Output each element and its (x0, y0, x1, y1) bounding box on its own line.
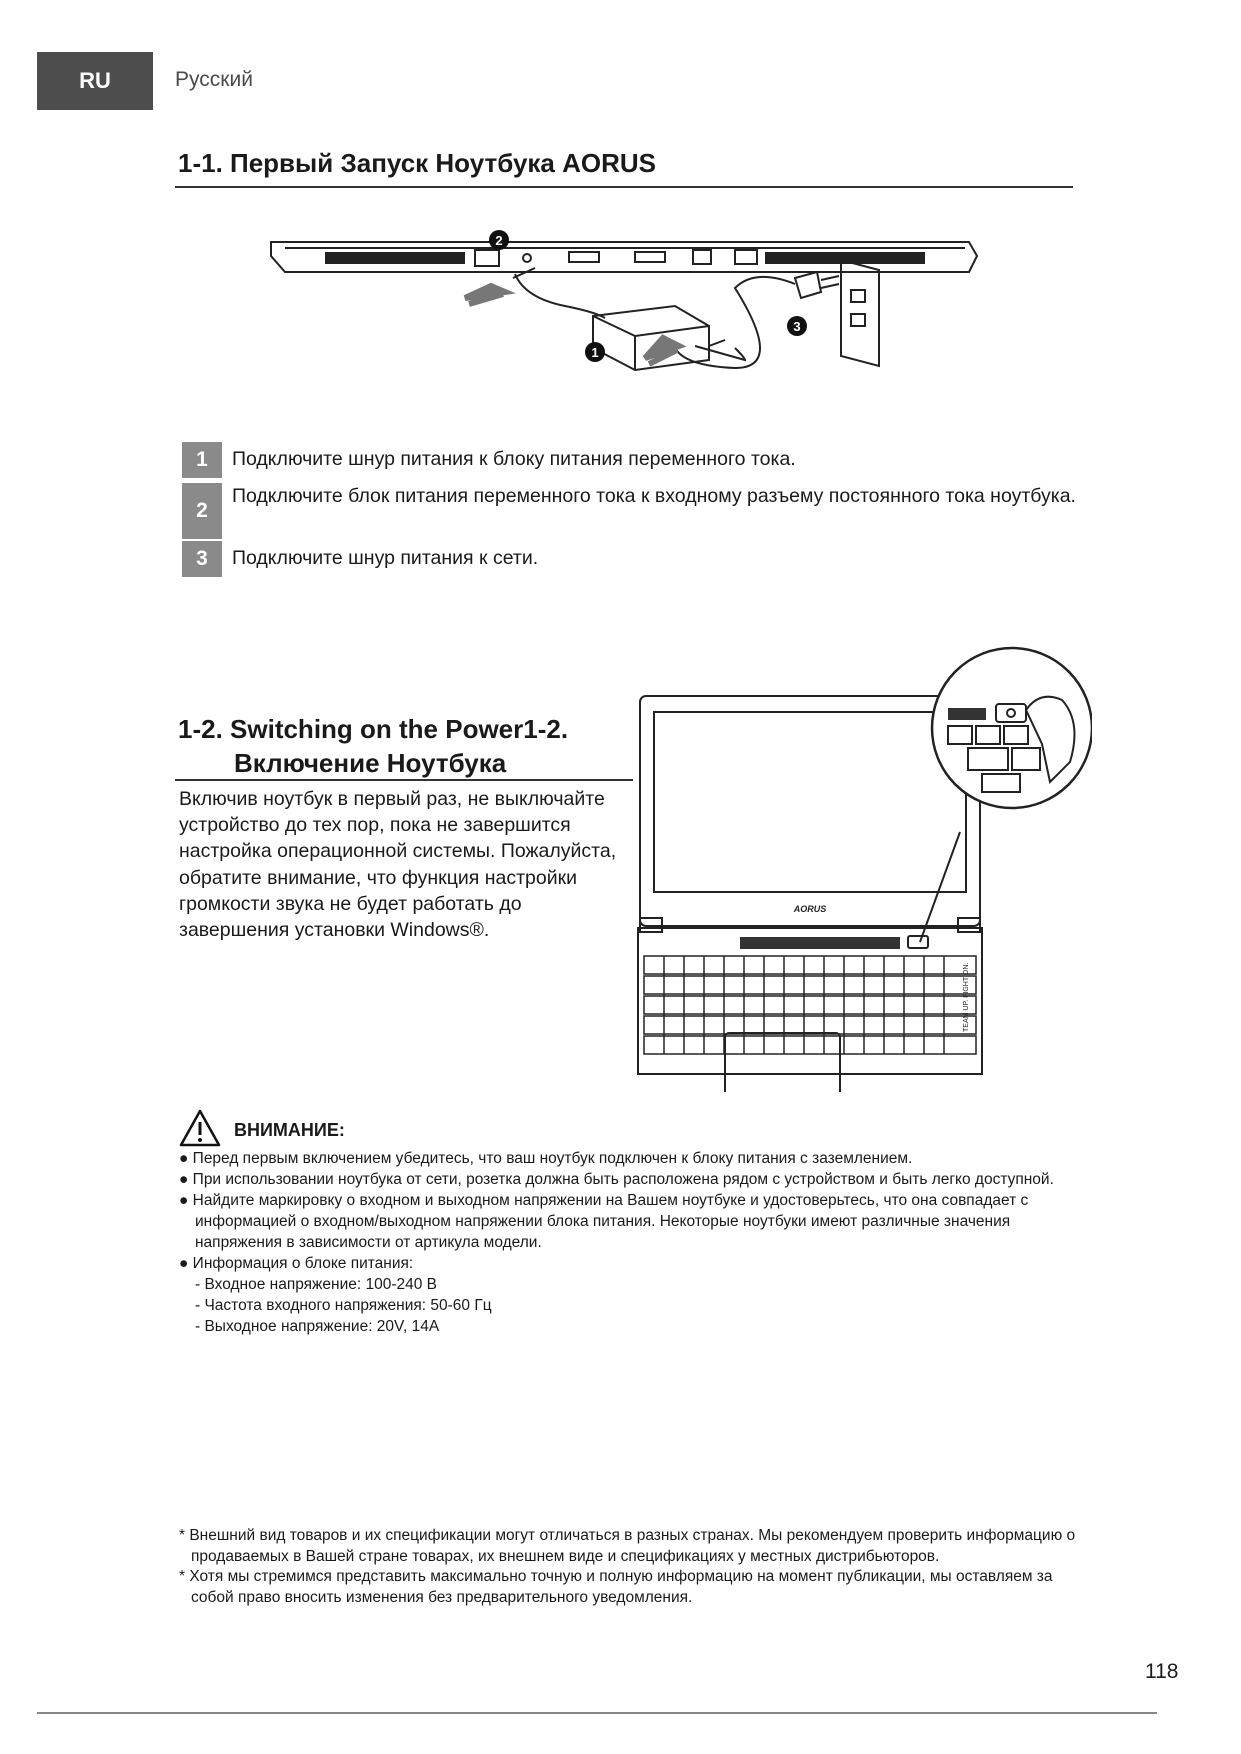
section-1-rule (175, 186, 1073, 188)
step-2-text: Подключите блок питания переменного тока к входному разъему постоянного тока ноутбука. (232, 485, 1076, 507)
wall-outlet (795, 260, 879, 366)
section-2-title-line-1: 1-2. Switching on the Power1-2. (178, 714, 569, 744)
step-3-text: Подключите шнур питания к сети. (232, 547, 539, 569)
footnote: * Внешний вид товаров и их спецификации могут отличаться в разных странах. Мы рекомендуем проверить информацию о продаваемых в Вашей стране товарах, их внешнем виде и спецификациях у местных дистрибьюторов. (179, 1527, 1076, 1565)
keyboard (644, 956, 976, 1054)
side-print: TEAM UP. FIGHT ON. (963, 962, 970, 1032)
step-2-number: 2 (182, 483, 222, 539)
callout-1: 1 (591, 345, 599, 360)
laptop-lid (640, 696, 980, 926)
warning-item: ● При использовании ноутбука от сети, розетка должна быть расположена рядом с устройством и быть легко доступной. (179, 1171, 1054, 1188)
warning-title: ВНИМАНИЕ: (234, 1120, 345, 1140)
footnote: * Хотя мы стремимся представить максимально точную и полную информацию на момент публикации, мы оставляем за собой право вносить изменения без предварительного уведомления. (179, 1568, 1053, 1606)
step-2 (182, 483, 1092, 539)
aorus-logo: AORUS (793, 904, 827, 914)
step-1-number: 1 (182, 442, 222, 478)
callout-3: 3 (793, 319, 801, 334)
bottom-rule (37, 1712, 1157, 1714)
page-number: 118 (1145, 1660, 1179, 1683)
touchpad (725, 1033, 840, 1092)
warning-item: ● Информация о блоке питания: (179, 1255, 414, 1272)
power-output-voltage: - Выходное напряжение: 20V, 14A (195, 1318, 440, 1335)
power-input-voltage: - Входное напряжение: 100-240 В (195, 1276, 438, 1293)
language-name: Русский (175, 68, 253, 91)
footnotes (179, 1526, 1079, 1608)
warning-item: ● Найдите маркировку о входном и выходном напряжении на Вашем ноутбуке и удостоверьтесь, что она совпадает с информацией о входном/выходном напряжении блока питания. Некоторые ноутбуки имеют различные значения напряжения в зависимости от артикула модели. (179, 1192, 1029, 1251)
power-input-frequency: - Частота входного напряжения: 50-60 Гц (195, 1297, 492, 1314)
section-2-paragraph: Включив ноутбук в первый раз, не выключайте устройство до тех пор, пока не завершится настройка операционной системы. Пожалуйста, обратите внимание, что функция настройки громкости звука не будет работать до завершения установки Windows®. (179, 788, 617, 942)
warning-list (179, 1148, 1059, 1337)
step-3-number: 3 (182, 541, 222, 577)
section-2-rule (175, 779, 633, 781)
step-1-text: Подключите шнур питания к блоку питания переменного тока. (232, 448, 796, 470)
callout-2: 2 (495, 233, 503, 248)
section-1-title: 1-1. Первый Запуск Ноутбука AORUS (178, 148, 657, 178)
warning-triangle-icon (178, 1108, 222, 1148)
power-connection-illustration (265, 228, 985, 418)
warning-item: ● Перед первым включением убедитесь, что ваш ноутбук подключен к блоку питания с заземлением. (179, 1150, 913, 1167)
section-2-title (178, 712, 568, 780)
language-tab: RU (37, 52, 153, 110)
laptop-power-button-illustration (630, 612, 1092, 1092)
power-button-zoom (932, 648, 1092, 808)
step-3 (182, 541, 538, 577)
section-2-title-line-2: Включение Ноутбука (234, 748, 507, 778)
step-1 (182, 442, 796, 478)
